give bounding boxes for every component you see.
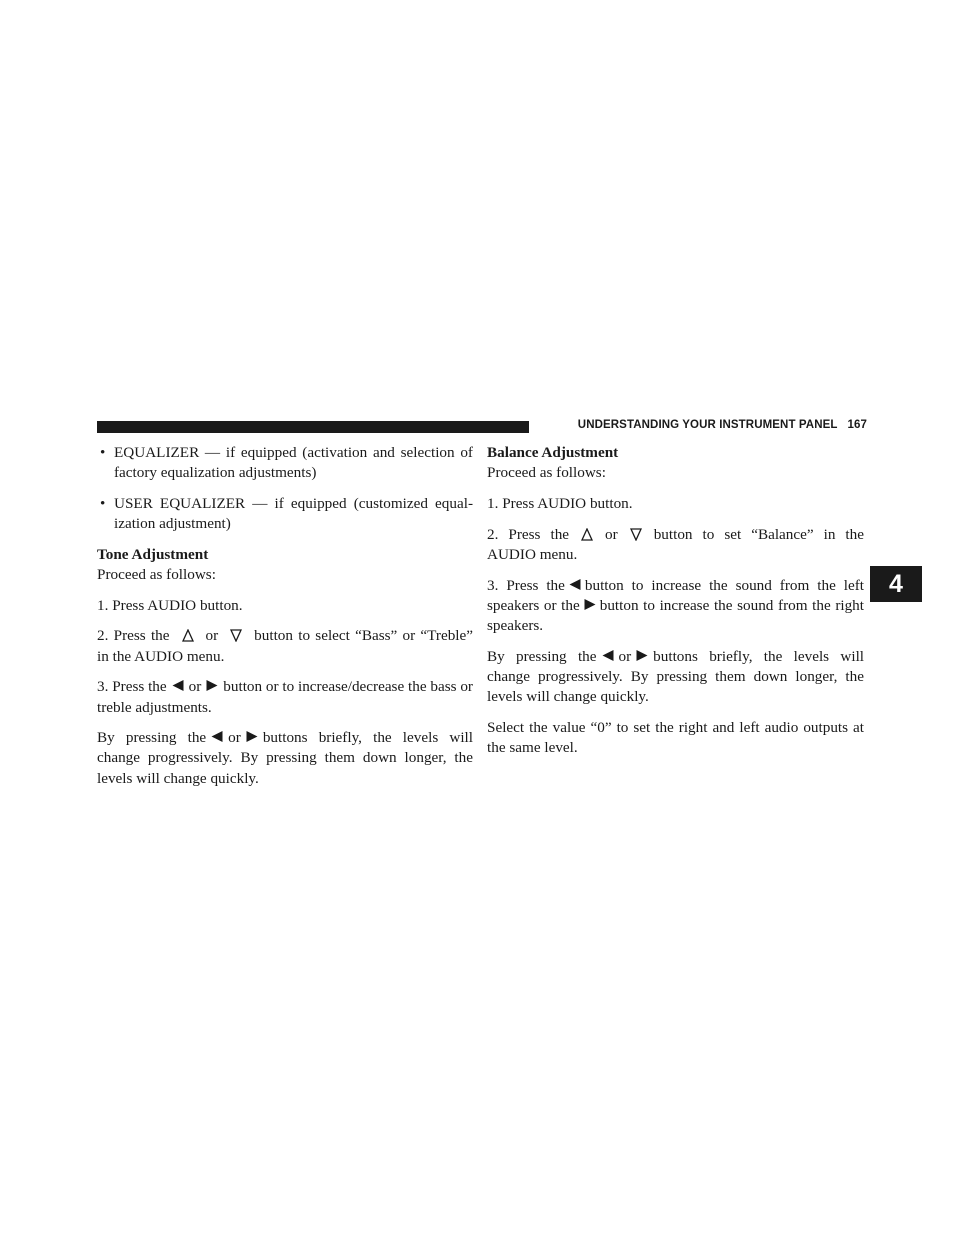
step: 1. Press AUDIO button.: [487, 494, 633, 512]
left-column: [97, 443, 473, 799]
section-title: UNDERSTANDING YOUR INSTRUMENT PANEL: [577, 419, 838, 431]
left-arrow-solid-icon: [597, 650, 619, 662]
paragraph: Proceed as follows:: [487, 464, 606, 482]
step: 3. Press the or button or to increase/decrease the bass or treble adjustments.: [97, 678, 473, 716]
paragraph: By pressing the or buttons briefly, the levels will change progressively. By pressing them down longer, the levels will change quickly.: [487, 647, 865, 706]
left-arrow-solid-icon: [206, 731, 228, 743]
bullet-text: EQUALIZER — if equipped (activation and selection of factory equalization adjustments): [114, 444, 473, 482]
right-arrow-solid-icon: [241, 731, 263, 743]
section-heading: Balance Adjustment: [487, 444, 619, 461]
bullet-dot: •: [100, 494, 106, 512]
page-number: 167: [847, 419, 867, 431]
right-column: [487, 443, 864, 769]
step: 2. Press the or button to select “Bass” or “Treble” in the AUDIO menu.: [97, 627, 474, 665]
bullet-dot: •: [100, 444, 106, 461]
list-item: [97, 494, 473, 534]
list-item: [97, 443, 473, 483]
page-header: [97, 420, 867, 434]
down-triangle-outline-icon: [218, 629, 254, 641]
section-heading: Tone Adjustment: [97, 545, 209, 563]
left-arrow-solid-icon: [167, 680, 189, 692]
right-arrow-solid-icon: [201, 680, 223, 692]
paragraph: Proceed as follows:: [97, 566, 216, 584]
up-triangle-outline-icon: [569, 528, 605, 540]
left-arrow-solid-icon: [565, 579, 585, 591]
step: 1. Press AUDIO button.: [97, 596, 243, 614]
right-arrow-solid-icon: [580, 599, 600, 611]
chapter-tab: 4: [870, 566, 922, 602]
step: 3. Press the button to increase the sound from the left speakers or the button to increase the sound from the right speakers.: [487, 576, 864, 634]
bullet-text: USER EQUALIZER — if equipped (customized equal-ization adjustment): [114, 494, 473, 533]
down-triangle-outline-icon: [618, 528, 654, 540]
header-bar: [97, 421, 529, 433]
paragraph: By pressing the or buttons briefly, the levels will change progressively. By pressing them down longer, the levels will change quickly.: [97, 729, 473, 787]
up-triangle-outline-icon: [170, 629, 206, 641]
header-text: [537, 419, 867, 431]
step: 2. Press the or button to set “Balance” in the AUDIO menu.: [487, 525, 864, 563]
paragraph: Select the value “0” to set the right and left audio outputs at the same level.: [487, 718, 864, 756]
right-arrow-solid-icon: [631, 650, 653, 662]
